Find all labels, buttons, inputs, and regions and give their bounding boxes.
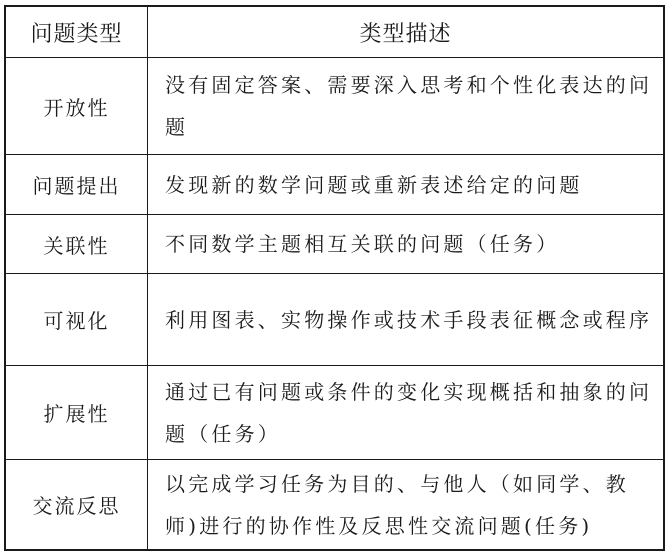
row-type-cell [6,58,148,155]
row-description: 发现新的数学问题或重新表述给定的问题 [165,172,583,197]
row-type-cell [6,215,148,274]
row-type-cell [6,274,148,366]
row-description-cell [148,155,663,215]
header-type [6,7,148,58]
row-description-cell [148,366,663,460]
row-description: 没有固定答案、需要深入思考和个性化表达的问题 [165,73,653,139]
header-description [148,7,663,58]
row-type: 关联性 [43,233,110,258]
problem-type-table [4,5,665,551]
row-type: 可视化 [43,309,110,333]
row-type-cell [6,366,148,460]
row-type: 交流反思 [32,494,121,518]
row-description: 利用图表、实物操作或技术手段表征概念或程序 [165,307,653,332]
row-description: 不同数学主题相互关联的问题（任务） [165,232,560,256]
row-type: 开放性 [43,95,110,120]
row-type: 问题提出 [32,174,121,198]
row-description: 通过已有问题或条件的变化实现概括和抽象的问题（任务） [165,379,653,446]
row-description-cell [148,58,663,155]
row-type-cell [6,155,148,215]
row-type: 扩展性 [43,402,110,426]
row-description-cell [148,460,663,549]
row-type-cell [6,460,148,549]
header-description-label: 类型描述 [359,21,452,47]
header-type-label: 问题类型 [30,21,123,47]
row-description: 以完成学习任务为目的、与他人（如同学、教师)进行的协作性及反思性交流问题(任务) [165,471,629,538]
row-description-cell [148,215,663,274]
row-description-cell [148,274,663,366]
